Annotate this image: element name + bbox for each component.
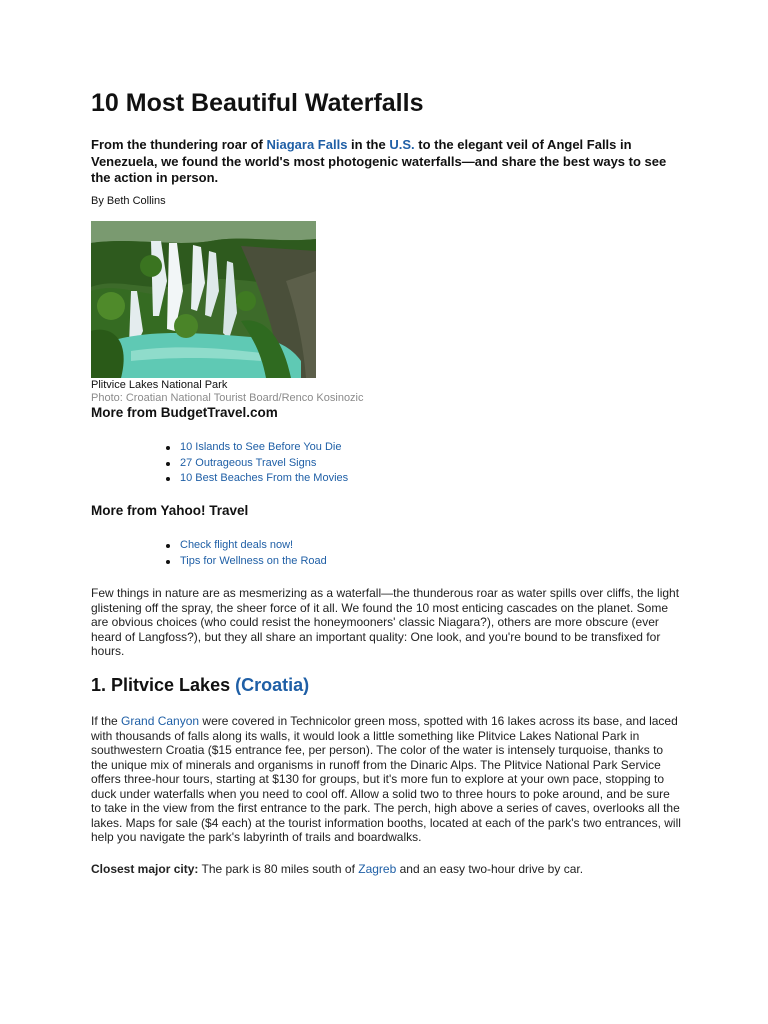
intro-text: in the — [347, 137, 390, 152]
article-title: 10 Most Beautiful Waterfalls — [91, 89, 424, 117]
intro-text: to the elegant veil of Angel Falls in Venezuela, we found the world's most photogenic waterfalls—and share the best ways to see the action in person. — [91, 137, 667, 185]
list-item — [180, 538, 327, 554]
more-yahoo-heading: More from Yahoo! Travel — [91, 503, 249, 518]
zagreb-link[interactable]: Zagreb — [358, 862, 397, 876]
paragraph-text: and an easy two-hour drive by car. — [396, 862, 584, 876]
paragraph-text: If the — [91, 714, 122, 728]
section-title: 1. Plitvice Lakes — [91, 675, 236, 695]
section-heading-plitvice — [91, 675, 309, 696]
waterfall-image — [91, 221, 316, 378]
photo-credit: Photo: Croatian National Tourist Board/Renco Kosinozic — [91, 392, 364, 404]
croatia-link[interactable]: (Croatia) — [235, 675, 310, 695]
more-budgettravel-heading: More from BudgetTravel.com — [91, 405, 278, 420]
plitvice-paragraph — [91, 714, 681, 845]
byline: By Beth Collins — [91, 195, 166, 207]
closest-city-label: Closest major city: — [91, 862, 199, 876]
photo-caption: Plitvice Lakes National Park — [91, 379, 228, 391]
grand-canyon-link[interactable]: Grand Canyon — [121, 714, 200, 728]
intro-paragraph: Few things in nature are as mesmerizing as a waterfall—the thunderous roar as water spills over cliffs, the light glistening off the spray, the sheer force of it all. We found the 10 most enticing cascades on the planet. Some are obvious choices (who could resist the honeymooners' classic Niagara?), others are more obscure (ever heard of Langfoss?), but they all share an important quality: One look, and you're bound to be transfixed for hours. — [91, 586, 680, 658]
paragraph-text: The park is 80 miles south of — [198, 862, 359, 876]
list-item — [180, 456, 348, 472]
paragraph-text: were covered in Technicolor green moss, spotted with 16 lakes across its base, and laced with thousands of falls along its walls, it would look a little something like Plitvice Lakes National Park in southwestern Croatia ($15 entrance fee, per person). The color of the water is intensely turquoise, thanks to the unique mix of minerals and organisms in runoff from the Dinaric Alps. The Plitvice National Park Service offers three-hour tours, starting at $130 for groups, but it's more fun to explore at your own pace, stopping to duck under waterfalls when you need to cool off. Allow a solid two to three hours to poke around, and be sure to take in the view from the first entrance to the park. The perch, high above a series of caves, overlooks all the lakes. Maps for sale ($4 each) at the tourist information booths, located at each of the park's two entrances, will help you navigate the park's labyrinth of trails and boardwalks. — [91, 714, 681, 844]
flight-deals-link[interactable]: Check flight deals now! — [180, 539, 294, 551]
yahoo-links — [180, 538, 327, 569]
waterfall-photo — [91, 221, 316, 378]
us-link[interactable]: U.S. — [389, 137, 415, 152]
article-intro — [91, 137, 681, 187]
closest-city-paragraph — [91, 862, 681, 877]
beaches-link[interactable]: 10 Best Beaches From the Movies — [180, 472, 349, 484]
intro-text: From the thundering roar of — [91, 137, 267, 152]
niagara-falls-link[interactable]: Niagara Falls — [266, 137, 348, 152]
budgettravel-links — [180, 440, 348, 487]
travel-signs-link[interactable]: 27 Outrageous Travel Signs — [180, 456, 317, 469]
list-item — [180, 471, 348, 487]
list-item — [180, 554, 327, 570]
wellness-link[interactable]: Tips for Wellness on the Road — [180, 554, 327, 567]
islands-link[interactable]: 10 Islands to See Before You Die — [180, 441, 342, 453]
list-item — [180, 440, 348, 456]
